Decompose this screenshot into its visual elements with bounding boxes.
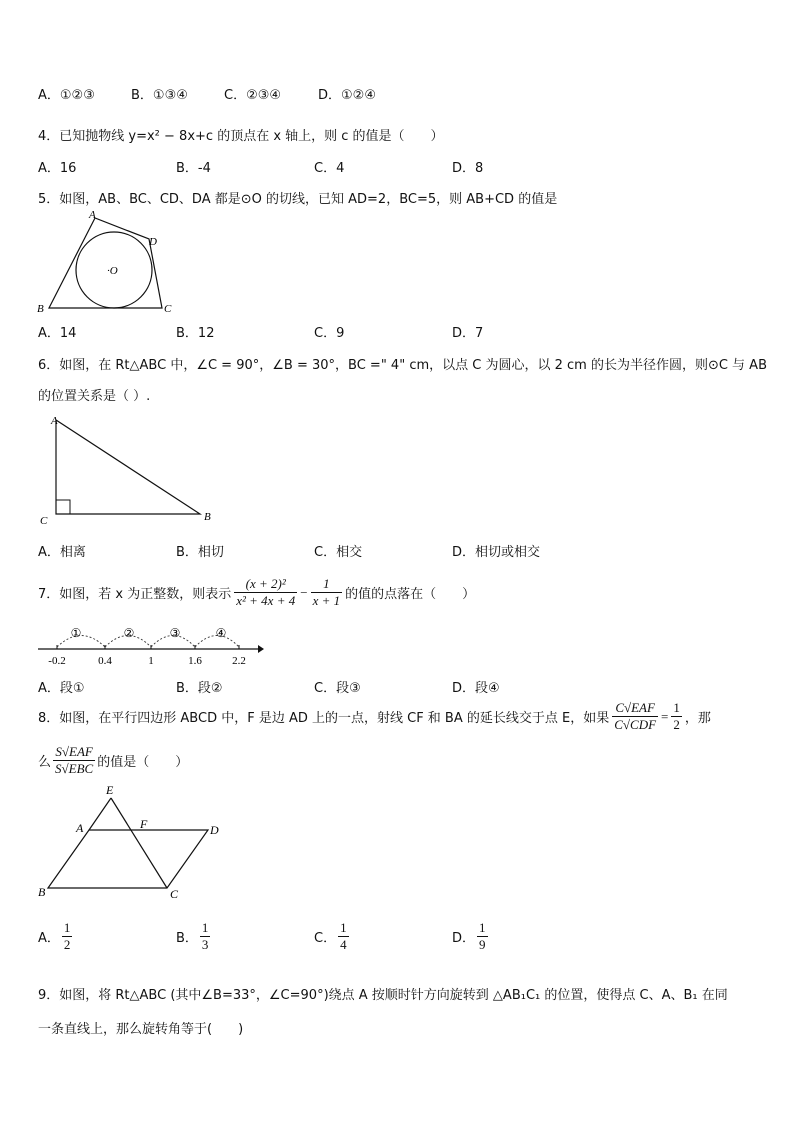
q8-stem-tail: ，那 bbox=[684, 711, 711, 726]
q6-label-b: B bbox=[204, 511, 211, 523]
q9-stem-line2: 一条直线上，那么旋转角等于( ) bbox=[38, 1022, 244, 1037]
q8-ratio-2-numerator: S√EAF bbox=[53, 744, 95, 761]
q7-stem-prefix: 7．如图，若 x 为正整数，则表示 bbox=[38, 587, 232, 602]
q8-option-a-letter: A． bbox=[38, 931, 60, 946]
q3-option-b: B．①③④ bbox=[131, 88, 188, 103]
q9-stem-line1: 9．如图，将 Rt△ABC (其中∠B=33°，∠C=90°)绕点 A 按顺时针方向旋转到 △AB₁C₁ 的位置，使得点 C、A、B₁ 在同 bbox=[38, 988, 728, 1003]
q3-option-a: A．①②③ bbox=[38, 88, 95, 103]
q8-option-b-fraction bbox=[200, 920, 211, 953]
q7-fraction-2-numerator: 1 bbox=[311, 576, 343, 593]
q6-right-angle-mark bbox=[56, 500, 70, 514]
q7-tick-label-1: 0.4 bbox=[98, 655, 112, 667]
q7-option-b: B．段② bbox=[176, 681, 223, 696]
q7-segment-2: ② bbox=[123, 626, 135, 640]
q8-ratio-1-numerator: C√EAF bbox=[612, 700, 658, 717]
q8-option-c-letter: C． bbox=[314, 931, 337, 946]
q8-label-d: D bbox=[210, 823, 219, 837]
q8-stem-line1 bbox=[38, 700, 711, 733]
q5-label-b: B bbox=[37, 303, 44, 315]
q6-label-a: A bbox=[51, 415, 58, 427]
q5-quadrilateral bbox=[49, 218, 162, 308]
q7-tick-label-2: 1 bbox=[148, 655, 154, 667]
q8-label-b: B bbox=[38, 885, 46, 899]
q5-stem: 5．如图，AB、BC、CD、DA 都是⊙O 的切线，已知 AD=2，BC=5，则 AB+CD 的值是 bbox=[38, 192, 558, 207]
q8-option-a-den: 2 bbox=[63, 937, 71, 952]
q8-stem-prefix: 8．如图，在平行四边形 ABCD 中，F 是边 AD 上的一点，射线 CF 和 BA 的延长线交于点 E，如果 bbox=[38, 711, 610, 726]
q8-option-c-fraction bbox=[338, 920, 349, 953]
q7-axis-arrow bbox=[258, 645, 264, 653]
q4-stem: 4．已知抛物线 y=x² − 8x+c 的顶点在 x 轴上，则 c 的值是（ ） bbox=[38, 129, 444, 144]
q6-triangle bbox=[56, 420, 200, 514]
q8-ratio-1 bbox=[612, 700, 658, 733]
q8-option-c bbox=[314, 920, 349, 953]
q8-half bbox=[671, 700, 682, 733]
q8-option-c-den: 4 bbox=[340, 937, 347, 952]
q8-ray-cf bbox=[111, 798, 167, 888]
q7-stem bbox=[38, 576, 475, 609]
q8-line2-prefix: 么 bbox=[38, 755, 52, 770]
q8-half-denominator: 2 bbox=[673, 717, 680, 732]
q6-stem-line2: 的位置关系是（ ）. bbox=[38, 389, 151, 404]
q7-tick-label-3: 1.6 bbox=[188, 655, 202, 667]
q5-label-a: A bbox=[89, 209, 96, 221]
q6-option-c: C．相交 bbox=[314, 545, 363, 560]
q6-figure bbox=[36, 410, 226, 528]
q7-fraction-1-denominator: x² + 4x + 4 bbox=[236, 593, 296, 608]
q5-label-d: D bbox=[149, 236, 157, 248]
q8-half-numerator: 1 bbox=[673, 700, 680, 715]
q4-option-a: A．16 bbox=[38, 161, 77, 176]
q7-fraction-1 bbox=[234, 576, 297, 609]
q7-option-d: D．段④ bbox=[452, 681, 500, 696]
q7-number-line bbox=[36, 622, 266, 670]
q8-parallelogram bbox=[48, 830, 208, 888]
q5-option-c: C．9 bbox=[314, 326, 345, 341]
q8-option-a-fraction bbox=[62, 920, 73, 953]
q6-option-a: A．相离 bbox=[38, 545, 86, 560]
q6-stem-line1: 6．如图，在 Rt△ABC 中，∠C = 90°，∠B = 30°，BC =" 4" cm，以点 C 为圆心，以 2 cm 的长为半径作圆，则⊙C 与 AB bbox=[38, 358, 767, 373]
q8-option-b-den: 3 bbox=[201, 937, 209, 952]
q4-option-c: C．4 bbox=[314, 161, 345, 176]
q5-figure bbox=[34, 206, 184, 316]
q7-stem-suffix: 的值的点落在（ ） bbox=[345, 587, 476, 602]
q5-option-b: B．12 bbox=[176, 326, 215, 341]
q7-tick-label-0: -0.2 bbox=[48, 655, 66, 667]
q5-option-d: D．7 bbox=[452, 326, 484, 341]
q8-option-d-fraction bbox=[477, 920, 488, 953]
q6-option-d: D．相切或相交 bbox=[452, 545, 541, 560]
q8-ratio-2-denominator: S√EBC bbox=[55, 761, 94, 776]
q5-label-c: C bbox=[164, 303, 172, 315]
q8-option-d-letter: D． bbox=[452, 931, 476, 946]
q3-option-c: C．②③④ bbox=[224, 88, 282, 103]
q8-stem-line2 bbox=[38, 744, 188, 777]
q8-option-b-letter: B． bbox=[176, 931, 198, 946]
q8-option-d-num: 1 bbox=[479, 920, 486, 935]
q8-option-a bbox=[38, 920, 72, 953]
q8-equals-sign: = bbox=[661, 708, 669, 724]
q8-label-f: F bbox=[140, 817, 148, 831]
q8-option-b bbox=[176, 920, 210, 953]
q7-segment-3: ③ bbox=[169, 626, 181, 640]
q8-ray-ba bbox=[89, 798, 111, 830]
q7-option-a: A．段① bbox=[38, 681, 85, 696]
q5-label-o: ·O bbox=[107, 265, 118, 277]
q3-option-d: D．①②④ bbox=[318, 88, 376, 103]
q7-segment-1: ① bbox=[70, 626, 82, 640]
q8-option-c-num: 1 bbox=[340, 920, 347, 935]
q8-label-a: A bbox=[76, 821, 84, 835]
q6-label-c: C bbox=[40, 515, 48, 527]
q7-fraction-2-denominator: x + 1 bbox=[312, 593, 341, 608]
q8-option-b-num: 1 bbox=[201, 920, 209, 935]
q8-ratio-1-denominator: C√CDF bbox=[614, 717, 657, 732]
q8-label-e: E bbox=[106, 783, 114, 797]
q7-minus-sign: − bbox=[300, 584, 308, 600]
q7-option-c: C．段③ bbox=[314, 681, 361, 696]
q8-line2-suffix: 的值是（ ） bbox=[97, 755, 189, 770]
q7-fraction-2 bbox=[311, 576, 343, 609]
q7-fraction-1-numerator: (x + 2)² bbox=[234, 576, 297, 593]
q4-option-b: B．-4 bbox=[176, 161, 211, 176]
q5-option-a: A．14 bbox=[38, 326, 77, 341]
q7-segment-4: ④ bbox=[215, 626, 227, 640]
q8-label-c: C bbox=[170, 887, 179, 900]
q8-figure bbox=[34, 780, 234, 900]
q8-option-d bbox=[452, 920, 488, 953]
q4-option-d: D．8 bbox=[452, 161, 484, 176]
q6-option-b: B．相切 bbox=[176, 545, 224, 560]
q8-option-a-num: 1 bbox=[63, 920, 71, 935]
q8-ratio-2 bbox=[53, 744, 95, 777]
q7-tick-label-4: 2.2 bbox=[232, 655, 246, 667]
q8-option-d-den: 9 bbox=[479, 937, 486, 952]
